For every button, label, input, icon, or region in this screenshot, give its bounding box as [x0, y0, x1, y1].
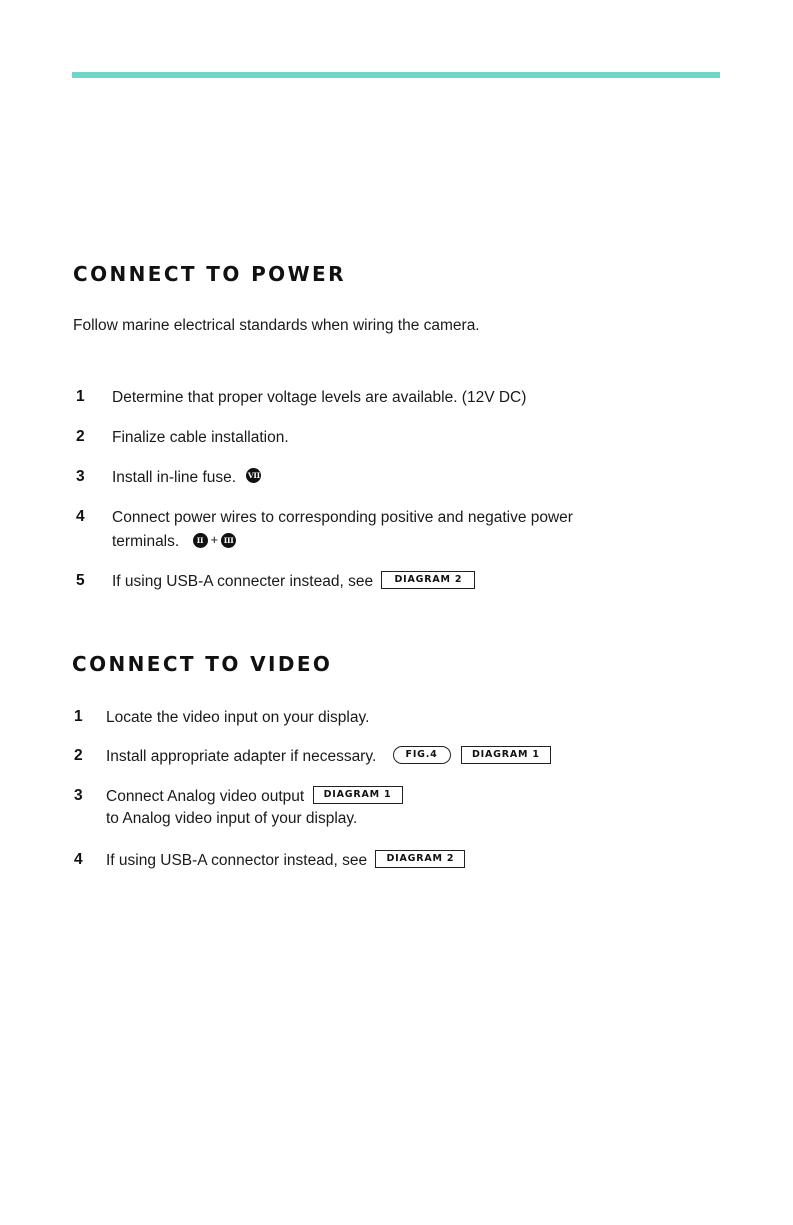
fig-4-reference-badge[interactable]: FIG.4	[393, 746, 451, 764]
power-step-3-row	[112, 467, 261, 489]
power-step-3-text: Install in-line fuse.	[112, 469, 237, 486]
power-step-2-text: Finalize cable installation.	[112, 429, 289, 446]
power-step-4-text-line2: terminals.	[112, 533, 180, 551]
power-intro-text: Follow marine electrical standards when wiring the camera.	[73, 317, 480, 334]
power-step-4-row	[112, 507, 573, 553]
diagram-1-reference-badge[interactable]: DIAGRAM 1	[461, 746, 551, 764]
video-step-1-text: Locate the video input on your display.	[106, 709, 370, 726]
roman-numeral-iii-icon: III	[221, 533, 236, 548]
video-heading: CONNECT TO VIDEO	[72, 652, 333, 676]
power-step-5-text: If using USB-A connecter instead, see	[112, 573, 374, 590]
power-step-2-number: 2	[76, 428, 85, 445]
plus-sign: +	[210, 532, 219, 547]
diagram-2-reference-badge[interactable]: DIAGRAM 2	[381, 571, 475, 589]
video-step-2-number: 2	[74, 747, 83, 764]
video-step-4-text: If using USB-A connector instead, see	[106, 852, 368, 869]
power-step-5-number: 5	[76, 572, 85, 589]
power-step-3-number: 3	[76, 468, 85, 485]
video-step-4-number: 4	[74, 851, 83, 868]
video-step-2-text: Install appropriate adapter if necessary.	[106, 748, 377, 765]
power-step-4-text-line1: Connect power wires to corresponding positive and negative power	[112, 509, 573, 526]
power-step-4-number: 4	[76, 508, 85, 525]
video-step-3-text-line1: Connect Analog video output	[106, 788, 305, 805]
video-step-1-number: 1	[74, 708, 83, 725]
roman-numeral-ii-icon: II	[193, 533, 208, 548]
diagram-1-reference-badge-2[interactable]: DIAGRAM 1	[313, 786, 403, 804]
power-step-1-text: Determine that proper voltage levels are available. (12V DC)	[112, 389, 527, 406]
video-step-3-number: 3	[74, 787, 83, 804]
power-heading: CONNECT TO POWER	[73, 262, 346, 286]
video-step-3-row	[106, 786, 403, 830]
video-step-2-row	[106, 746, 551, 768]
video-step-3-text-line2: to Analog video input of your display.	[106, 810, 358, 827]
roman-numeral-vii-icon: VII	[246, 468, 261, 483]
power-step-5-row	[112, 571, 475, 593]
video-step-4-row	[106, 850, 465, 872]
diagram-2-reference-badge-2[interactable]: DIAGRAM 2	[375, 850, 465, 868]
top-accent-rule	[72, 72, 720, 78]
power-step-1-number: 1	[76, 388, 85, 405]
